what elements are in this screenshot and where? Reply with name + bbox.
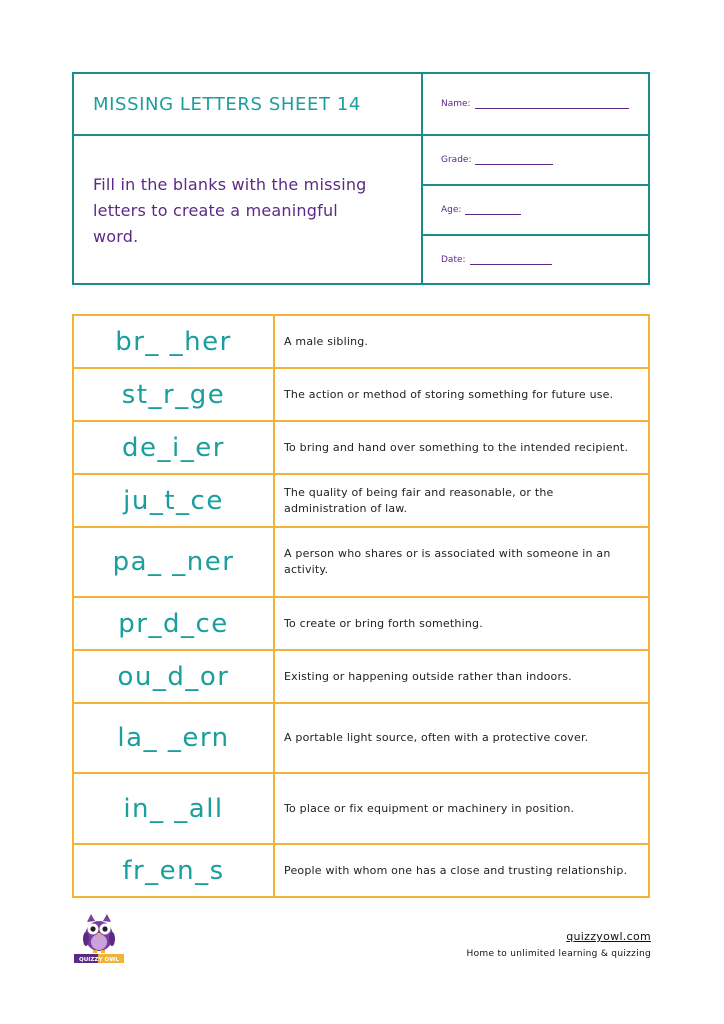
worksheet-header <box>72 72 650 285</box>
word-puzzle: in_ _all <box>74 774 275 843</box>
name-field[interactable] <box>423 74 648 136</box>
table-row <box>74 845 648 896</box>
word-puzzle: pr_d_ce <box>74 598 275 649</box>
date-field[interactable] <box>423 236 648 283</box>
table-row <box>74 598 648 651</box>
word-definition: A male sibling. <box>284 334 369 348</box>
table-row <box>74 369 648 422</box>
word-puzzle: ou_d_or <box>74 651 275 702</box>
name-label: Name: <box>441 99 471 109</box>
word-definition: A portable light source, often with a protective cover. <box>284 731 589 744</box>
word-definition: To place or fix equipment or machinery in position. <box>284 801 575 815</box>
word-definition: Existing or happening outside rather than indoors. <box>284 669 572 683</box>
word-definition: To bring and hand over something to the intended recipient. <box>284 440 629 454</box>
site-link[interactable]: quizzyowl.com <box>566 930 651 943</box>
word-definition: The action or method of storing something for future use. <box>284 387 614 401</box>
table-row <box>74 528 648 598</box>
word-puzzle: st_r_ge <box>74 369 275 420</box>
quizzy-owl-logo <box>74 912 124 964</box>
date-label: Date: <box>441 254 466 265</box>
table-row <box>74 651 648 704</box>
instructions: Fill in the blanks with the missing letters to create a meaningful word. <box>74 136 423 285</box>
table-row <box>74 475 648 528</box>
tagline: Home to unlimited learning & quizzing <box>466 949 651 959</box>
word-definition: To create or bring forth something. <box>284 616 483 630</box>
table-row <box>74 774 648 845</box>
age-field[interactable] <box>423 186 648 236</box>
word-puzzle: br_ _her <box>74 316 275 367</box>
age-label: Age: <box>441 205 462 215</box>
table-row <box>74 422 648 475</box>
word-puzzle: ju_t_ce <box>74 475 275 526</box>
word-puzzle: fr_en_s <box>74 845 275 896</box>
grade-line <box>475 155 553 165</box>
table-row <box>74 704 648 774</box>
name-line <box>475 99 629 109</box>
age-line <box>465 205 521 215</box>
word-puzzle: pa_ _ner <box>74 528 275 596</box>
table-row <box>74 316 648 369</box>
worksheet-title: MISSING LETTERS SHEET 14 <box>74 74 423 136</box>
word-definition: People with whom one has a close and trusting relationship. <box>284 863 628 877</box>
word-definition: A person who shares or is associated with someone in an activity. <box>284 547 611 576</box>
date-line <box>470 255 552 265</box>
word-puzzle: la_ _ern <box>74 704 275 772</box>
word-puzzle: de_i_er <box>74 422 275 473</box>
grade-label: Grade: <box>441 155 472 165</box>
words-table <box>72 314 650 898</box>
logo-text: QUIZZY OWL <box>79 957 119 963</box>
grade-field[interactable] <box>423 136 648 186</box>
word-definition: The quality of being fair and reasonable, or the administration of law. <box>284 485 554 515</box>
